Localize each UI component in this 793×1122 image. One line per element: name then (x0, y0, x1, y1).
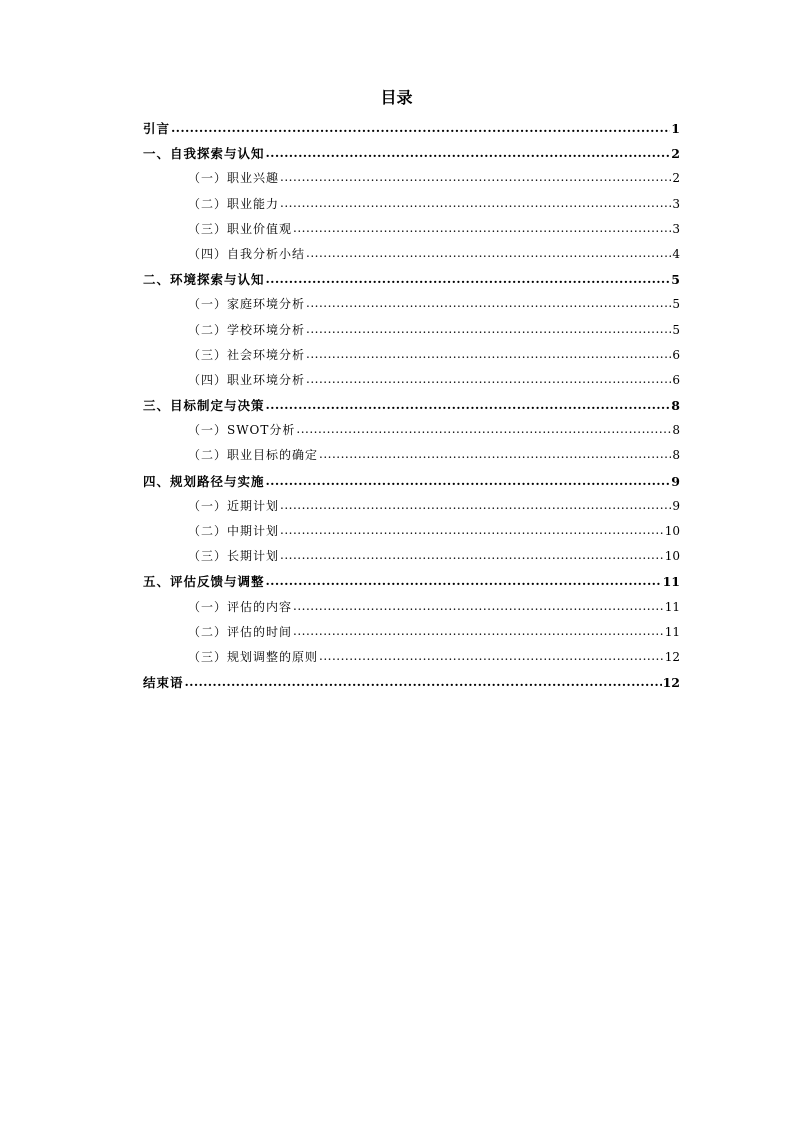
toc-dot-leader (293, 594, 664, 619)
toc-page-number: 11 (664, 624, 680, 639)
toc-entry-7[interactable] (143, 267, 680, 292)
toc-dot-leader (306, 291, 671, 316)
toc-entry-label: （三）长期计划 (188, 549, 280, 564)
toc-page-number: 12 (664, 649, 680, 664)
toc-page-number: 8 (672, 423, 680, 438)
toc-entry-label: （一）SWOT分析 (188, 423, 296, 438)
toc-entry-11[interactable] (143, 368, 680, 393)
toc-dot-leader (293, 216, 671, 241)
toc-entry-label: （二）评估的时间 (188, 624, 293, 639)
toc-page-number: 8 (671, 398, 680, 414)
toc-page-number: 12 (662, 675, 680, 691)
toc-page-number: 2 (671, 146, 680, 162)
toc-dot-leader (171, 115, 670, 140)
toc-page-number: 10 (664, 524, 680, 538)
toc-dot-leader (319, 442, 671, 467)
toc-entry-label: （二）学校环境分析 (188, 322, 306, 337)
toc-entry-23[interactable] (143, 670, 680, 695)
toc-entry-label: 一、自我探索与认知 (143, 146, 265, 162)
toc-entry-5[interactable] (143, 217, 680, 242)
toc-entry-22[interactable] (143, 645, 680, 670)
toc-entry-label: （一）近期计划 (188, 498, 280, 513)
toc-entry-label: 二、环境探索与认知 (143, 272, 265, 288)
toc-dot-leader (280, 493, 671, 518)
toc-entry-10[interactable] (143, 343, 680, 368)
toc-entry-12[interactable] (143, 393, 680, 418)
toc-dot-leader (306, 342, 671, 367)
toc-page-number: 10 (664, 549, 680, 564)
toc-title: 目录 (380, 88, 413, 107)
toc-entry-label: （三）社会环境分析 (188, 347, 306, 362)
toc-page-number: 4 (672, 246, 680, 261)
toc-dot-leader (185, 669, 662, 694)
toc-page-number: 8 (672, 448, 680, 463)
toc-dot-leader (306, 241, 671, 266)
toc-page-number: 9 (672, 498, 680, 513)
toc-entry-19[interactable] (143, 569, 680, 594)
toc-page-number: 1 (671, 121, 680, 136)
toc-entry-21[interactable] (143, 620, 680, 645)
toc-dot-leader (296, 417, 671, 442)
toc-entry-6[interactable] (143, 242, 680, 267)
toc-page-number: 6 (672, 347, 680, 362)
toc-entry-label: 五、评估反馈与调整 (143, 574, 265, 590)
toc-entry-label: （二）职业目标的确定 (188, 448, 319, 463)
toc-page-number: 5 (672, 297, 680, 312)
toc-entry-1[interactable] (143, 116, 680, 141)
toc-entry-label: （三）规划调整的原则 (188, 649, 319, 664)
toc-dot-leader (266, 266, 671, 291)
toc-dot-leader (280, 543, 664, 568)
toc-dot-leader (266, 140, 671, 165)
toc-entry-label: （四）自我分析小结 (188, 246, 306, 261)
toc-entry-8[interactable] (143, 292, 680, 317)
toc-entry-label: （一）职业兴趣 (188, 171, 280, 186)
toc-dot-leader (280, 165, 671, 190)
toc-entry-label: 引言 (143, 121, 171, 136)
toc-dot-leader (266, 568, 662, 593)
toc-dot-leader (306, 317, 671, 342)
toc-page-number: 9 (671, 473, 680, 489)
toc-entry-3[interactable] (143, 166, 680, 191)
toc-entry-label: 结束语 (143, 675, 184, 691)
toc-dot-leader (266, 468, 671, 493)
toc-page-number: 2 (672, 171, 680, 186)
toc-entry-label: （四）职业环境分析 (188, 372, 306, 387)
toc-entry-label: （一）家庭环境分析 (188, 297, 306, 312)
toc-entry-label: （二）中期计划 (188, 524, 280, 538)
toc-entry-label: 四、规划路径与实施 (143, 473, 265, 489)
toc-page-number: 11 (662, 574, 680, 590)
toc-page-number: 3 (672, 221, 680, 236)
toc-dot-leader (280, 518, 664, 543)
toc-dot-leader (319, 644, 664, 669)
toc-entry-18[interactable] (143, 544, 680, 569)
toc-entry-17[interactable] (143, 519, 680, 544)
toc-page-number: 11 (664, 599, 680, 614)
toc-page-number: 3 (672, 196, 680, 211)
toc-entry-label: （一）评估的内容 (188, 599, 293, 614)
toc-page-number: 5 (672, 322, 680, 337)
toc-dot-leader (293, 619, 664, 644)
toc-entry-4[interactable] (143, 192, 680, 217)
toc-entry-20[interactable] (143, 595, 680, 620)
toc-list (143, 116, 680, 695)
toc-entry-label: 三、目标制定与决策 (143, 398, 265, 414)
toc-entry-16[interactable] (143, 494, 680, 519)
toc-dot-leader (306, 367, 671, 392)
toc-dot-leader (266, 392, 671, 417)
toc-entry-label: （二）职业能力 (188, 196, 280, 211)
toc-dot-leader (280, 191, 671, 216)
toc-entry-9[interactable] (143, 318, 680, 343)
toc-entry-15[interactable] (143, 469, 680, 494)
toc-entry-label: （三）职业价值观 (188, 221, 293, 236)
toc-entry-14[interactable] (143, 443, 680, 468)
toc-entry-13[interactable] (143, 418, 680, 443)
toc-page-number: 5 (671, 272, 680, 288)
toc-page-number: 6 (672, 372, 680, 387)
toc-entry-2[interactable] (143, 141, 680, 166)
